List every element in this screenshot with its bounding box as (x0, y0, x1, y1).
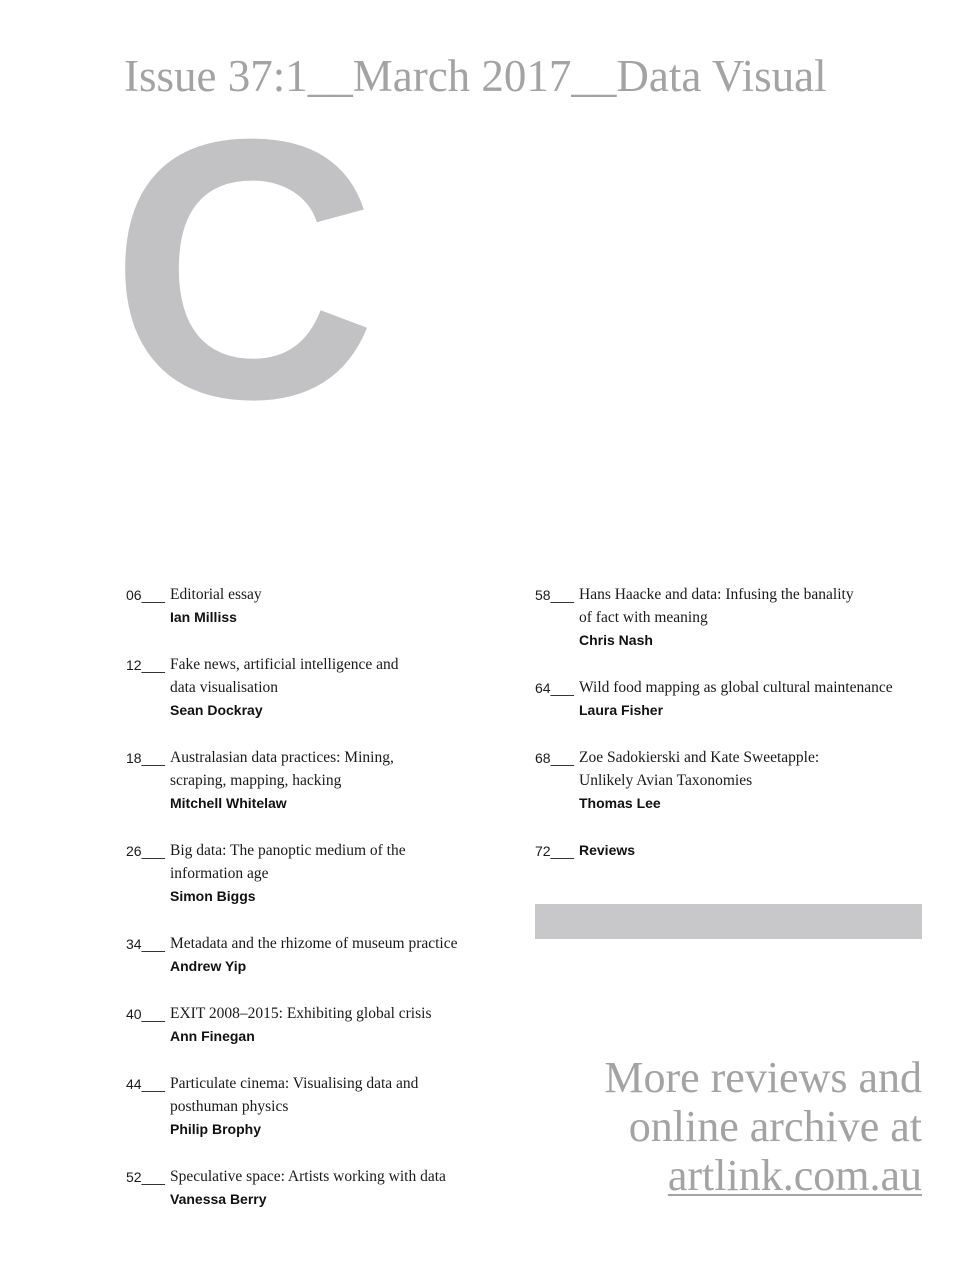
article-title: Wild food mapping as global cultural maintenance (579, 679, 893, 696)
toc-entry[interactable] (126, 583, 496, 629)
article-author: Chris Nash (579, 632, 653, 648)
article-title: Editorial essay (170, 586, 262, 603)
toc-entry[interactable] (535, 583, 935, 652)
toc-entry[interactable] (126, 746, 496, 815)
page-number: 68___ (535, 750, 574, 766)
promo-line: online archive at (628, 1102, 922, 1151)
table-of-contents-left (126, 583, 496, 1235)
promo-block (502, 1053, 922, 1200)
toc-entry[interactable] (535, 676, 935, 722)
article-title: Fake news, artificial intelligence and data visualisation (170, 656, 399, 696)
article-title: Speculative space: Artists working with data (170, 1168, 446, 1185)
article-title: Metadata and the rhizome of museum practice (170, 935, 458, 952)
toc-entry[interactable] (126, 653, 496, 722)
magazine-logo-letter: C (110, 63, 378, 476)
toc-entry[interactable] (535, 746, 935, 815)
page-number: 40___ (126, 1006, 165, 1022)
article-author: Mitchell Whitelaw (170, 795, 287, 811)
article-title: Zoe Sadokierski and Kate Sweetapple: Unlikely Avian Taxonomies (579, 749, 820, 789)
toc-entry[interactable] (535, 839, 935, 862)
issue-title: Issue 37:1__March 2017__Data Visual (124, 51, 827, 101)
article-title: Particulate cinema: Visualising data and posthuman physics (170, 1075, 419, 1115)
article-author: Ian Milliss (170, 609, 237, 625)
page-number: 52___ (126, 1169, 165, 1185)
page-number: 06___ (126, 587, 165, 603)
article-author: Thomas Lee (579, 795, 661, 811)
website-link[interactable]: artlink.com.au (667, 1151, 922, 1200)
article-author: Ann Finegan (170, 1028, 255, 1044)
page-number: 12___ (126, 657, 165, 673)
article-title: Hans Haacke and data: Infusing the banality of fact with meaning (579, 586, 854, 626)
page-number: 72___ (535, 843, 574, 859)
page-number: 64___ (535, 680, 574, 696)
page-number: 44___ (126, 1076, 165, 1092)
toc-entry[interactable] (126, 839, 496, 908)
article-title: Australasian data practices: Mining, scraping, mapping, hacking (170, 749, 394, 789)
promo-line: More reviews and (604, 1053, 922, 1102)
toc-entry[interactable] (126, 1165, 496, 1211)
article-author: Simon Biggs (170, 888, 256, 904)
page-number: 18___ (126, 750, 165, 766)
article-author: Laura Fisher (579, 702, 664, 718)
page-number: 26___ (126, 843, 165, 859)
article-author: Sean Dockray (170, 702, 263, 718)
article-title: Big data: The panoptic medium of the information age (170, 842, 406, 882)
page-number: 34___ (126, 936, 165, 952)
decorative-bar (535, 904, 922, 939)
toc-entry[interactable] (126, 1072, 496, 1141)
page-number: 58___ (535, 587, 574, 603)
article-author: Vanessa Berry (170, 1191, 267, 1207)
article-author: Andrew Yip (170, 958, 247, 974)
article-title: Reviews (579, 842, 636, 858)
toc-entry[interactable] (126, 1002, 496, 1048)
table-of-contents-right (535, 583, 935, 886)
toc-entry[interactable] (126, 932, 496, 978)
article-title: EXIT 2008–2015: Exhibiting global crisis (170, 1005, 432, 1022)
article-author: Philip Brophy (170, 1121, 261, 1137)
